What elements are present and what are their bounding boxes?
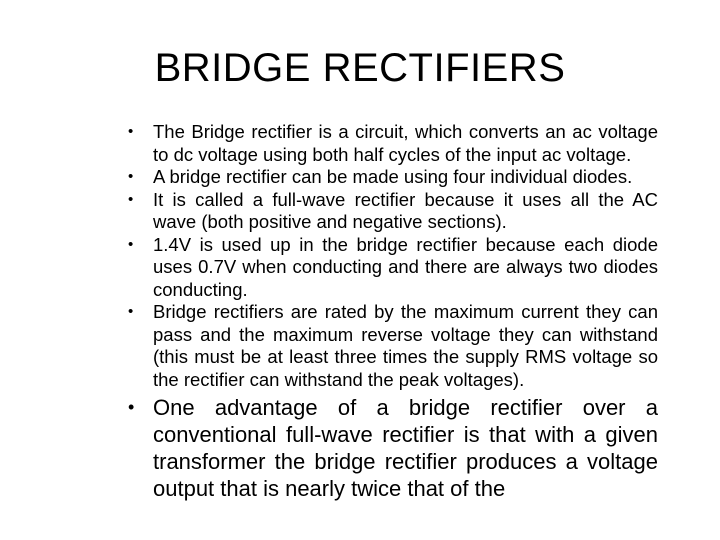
slide-title: BRIDGE RECTIFIERS [154,46,566,90]
bullet-item [128,301,658,391]
bullet-item [128,394,658,502]
bullet-item [128,189,658,234]
bullet-item [128,166,658,189]
bullet-marker: • [128,168,134,185]
bullet-list [128,121,658,502]
bullet-text: The Bridge rectifier is a circuit, which converts an ac voltage to dc voltage using both half cycles of the input ac voltage. [153,121,658,165]
bullet-marker: • [128,303,134,320]
bullet-text: 1.4V is used up in the bridge rectifier because each diode uses 0.7V when conducting and there are always two diodes conducting. [153,233,658,300]
bullet-marker: • [128,397,135,417]
bullet-item [128,121,658,166]
bullet-marker: • [128,235,134,253]
bullet-text: It is called a full-wave rectifier because it uses all the AC wave (both positive and negative sections). [153,188,658,232]
bullet-text: A bridge rectifier can be made using four individual diodes. [153,166,633,187]
bullet-marker: • [128,190,134,208]
bullet-text: Bridge rectifiers are rated by the maximum current they can pass and the maximum reverse voltage they can withstand (this must be at least three times the supply RMS voltage so the rectifier can withstand the peak voltages). [153,301,658,390]
bullet-item [128,234,658,302]
bullet-text: One advantage of a bridge rectifier over a conventional full-wave rectifier is that with a given transformer the bridge rectifier produces a voltage output that is nearly twice that of the [153,395,658,501]
bullet-marker: • [128,123,134,140]
